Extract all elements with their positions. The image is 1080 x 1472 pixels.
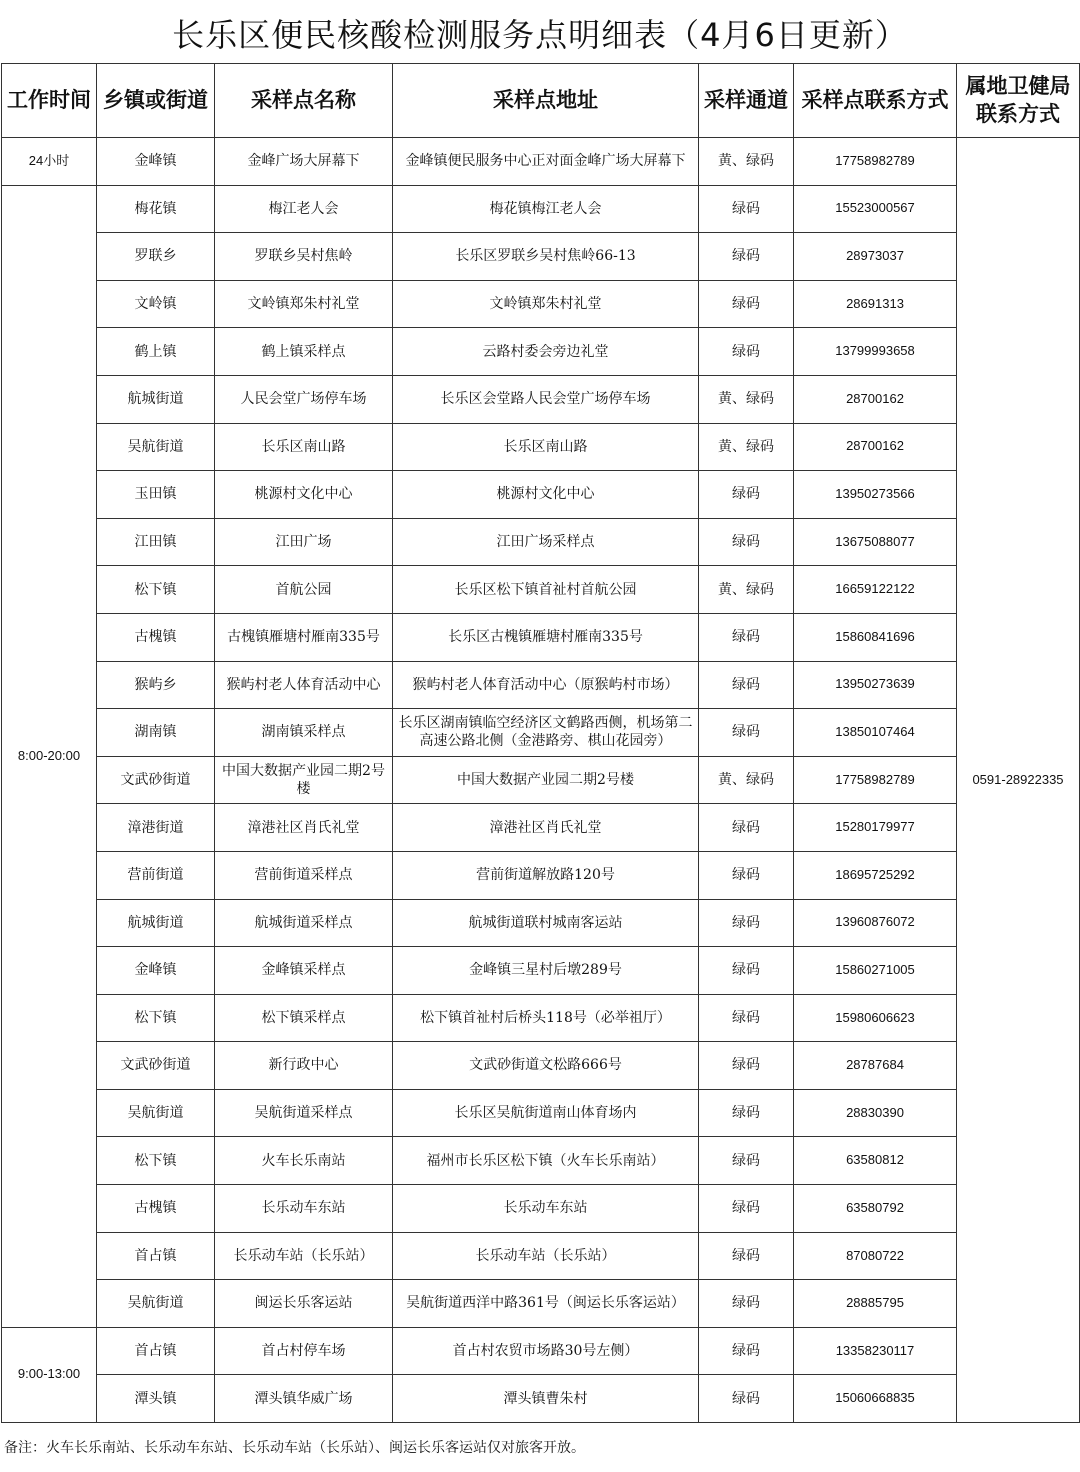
table-row	[2, 375, 1080, 423]
channel-cell: 绿码	[699, 280, 794, 328]
table-row	[2, 1042, 1080, 1090]
table-row	[2, 185, 1080, 233]
site-phone-cell: 13850107464	[794, 709, 957, 757]
town-cell: 航城街道	[97, 375, 215, 423]
table-row	[2, 613, 1080, 661]
town-cell: 潭头镇	[97, 1375, 215, 1423]
table-row	[2, 1280, 1080, 1328]
channel-cell: 绿码	[699, 1185, 794, 1233]
table-row	[2, 709, 1080, 757]
town-cell: 松下镇	[97, 994, 215, 1042]
site-address-cell: 长乐区湖南镇临空经济区文鹤路西侧，机场第二高速公路北侧（金港路旁、棋山花园旁）	[393, 709, 699, 757]
town-cell: 梅花镇	[97, 185, 215, 233]
town-cell: 首占镇	[97, 1327, 215, 1375]
site-phone-cell: 15980606623	[794, 994, 957, 1042]
channel-cell: 绿码	[699, 1089, 794, 1137]
site-phone-cell: 28691313	[794, 280, 957, 328]
channel-cell: 黄、绿码	[699, 423, 794, 471]
site-phone-cell: 18695725292	[794, 851, 957, 899]
site-name-cell: 长乐动车站（长乐站）	[215, 1232, 393, 1280]
table-row	[2, 756, 1080, 804]
site-address-cell: 金峰镇便民服务中心正对面金峰广场大屏幕下	[393, 138, 699, 186]
site-name-cell: 首航公园	[215, 566, 393, 614]
site-address-cell: 江田广场采样点	[393, 518, 699, 566]
site-name-cell: 梅江老人会	[215, 185, 393, 233]
site-name-cell: 文岭镇郑朱村礼堂	[215, 280, 393, 328]
header-contact: 采样点联系方式	[794, 64, 957, 138]
header-address: 采样点地址	[393, 64, 699, 138]
site-name-cell: 潭头镇华威广场	[215, 1375, 393, 1423]
channel-cell: 绿码	[699, 709, 794, 757]
town-cell: 首占镇	[97, 1232, 215, 1280]
work-time-cell: 24小时	[2, 138, 97, 186]
table-row	[2, 851, 1080, 899]
town-cell: 文武砂街道	[97, 1042, 215, 1090]
site-name-cell: 人民会堂广场停车场	[215, 375, 393, 423]
site-address-cell: 桃源村文化中心	[393, 471, 699, 519]
site-name-cell: 首占村停车场	[215, 1327, 393, 1375]
channel-cell: 黄、绿码	[699, 375, 794, 423]
channel-cell: 黄、绿码	[699, 756, 794, 804]
site-phone-cell: 28885795	[794, 1280, 957, 1328]
header-site-name: 采样点名称	[215, 64, 393, 138]
town-cell: 鹤上镇	[97, 328, 215, 376]
header-town: 乡镇或街道	[97, 64, 215, 138]
site-address-cell: 长乐动车站（长乐站）	[393, 1232, 699, 1280]
site-address-cell: 中国大数据产业园二期2号楼	[393, 756, 699, 804]
site-address-cell: 梅花镇梅江老人会	[393, 185, 699, 233]
site-name-cell: 桃源村文化中心	[215, 471, 393, 519]
table-row	[2, 899, 1080, 947]
site-name-cell: 漳港社区肖氏礼堂	[215, 804, 393, 852]
town-cell: 罗联乡	[97, 233, 215, 281]
table-row	[2, 1089, 1080, 1137]
town-cell: 吴航街道	[97, 1089, 215, 1137]
bureau-phone-cell: 0591-28922335	[957, 138, 1080, 1423]
table-row	[2, 1185, 1080, 1233]
town-cell: 文武砂街道	[97, 756, 215, 804]
town-cell: 吴航街道	[97, 1280, 215, 1328]
site-phone-cell: 15523000567	[794, 185, 957, 233]
site-address-cell: 文岭镇郑朱村礼堂	[393, 280, 699, 328]
site-name-cell: 吴航街道采样点	[215, 1089, 393, 1137]
channel-cell: 绿码	[699, 518, 794, 566]
site-name-cell: 营前街道采样点	[215, 851, 393, 899]
town-cell: 航城街道	[97, 899, 215, 947]
town-cell: 吴航街道	[97, 423, 215, 471]
site-phone-cell: 15060668835	[794, 1375, 957, 1423]
table-row	[2, 1327, 1080, 1375]
town-cell: 古槐镇	[97, 1185, 215, 1233]
table-row	[2, 138, 1080, 186]
site-address-cell: 云路村委会旁边礼堂	[393, 328, 699, 376]
header-bureau: 属地卫健局联系方式	[957, 64, 1080, 138]
channel-cell: 绿码	[699, 661, 794, 709]
table-body	[2, 138, 1080, 1423]
site-phone-cell: 17758982789	[794, 756, 957, 804]
site-phone-cell: 17758982789	[794, 138, 957, 186]
site-name-cell: 罗联乡吴村焦岭	[215, 233, 393, 281]
channel-cell: 黄、绿码	[699, 138, 794, 186]
town-cell: 松下镇	[97, 566, 215, 614]
channel-cell: 绿码	[699, 1280, 794, 1328]
site-phone-cell: 87080722	[794, 1232, 957, 1280]
site-phone-cell: 28973037	[794, 233, 957, 281]
table-row	[2, 1137, 1080, 1185]
site-address-cell: 长乐区松下镇首祉村首航公园	[393, 566, 699, 614]
table-row	[2, 804, 1080, 852]
site-name-cell: 新行政中心	[215, 1042, 393, 1090]
site-address-cell: 营前街道解放路120号	[393, 851, 699, 899]
site-name-cell: 火车长乐南站	[215, 1137, 393, 1185]
site-address-cell: 长乐区吴航街道南山体育场内	[393, 1089, 699, 1137]
channel-cell: 绿码	[699, 804, 794, 852]
channel-cell: 绿码	[699, 1375, 794, 1423]
site-name-cell: 古槐镇雁塘村雁南335号	[215, 613, 393, 661]
table-row	[2, 1232, 1080, 1280]
site-phone-cell: 13950273639	[794, 661, 957, 709]
site-phone-cell: 28830390	[794, 1089, 957, 1137]
channel-cell: 绿码	[699, 233, 794, 281]
site-name-cell: 长乐区南山路	[215, 423, 393, 471]
town-cell: 营前街道	[97, 851, 215, 899]
table-row	[2, 233, 1080, 281]
site-phone-cell: 13675088077	[794, 518, 957, 566]
channel-cell: 绿码	[699, 994, 794, 1042]
site-address-cell: 长乐区会堂路人民会堂广场停车场	[393, 375, 699, 423]
site-address-cell: 松下镇首祉村后桥头118号（必举祖厅）	[393, 994, 699, 1042]
site-phone-cell: 28700162	[794, 423, 957, 471]
site-name-cell: 金峰广场大屏幕下	[215, 138, 393, 186]
site-phone-cell: 13358230117	[794, 1327, 957, 1375]
town-cell: 漳港街道	[97, 804, 215, 852]
site-name-cell: 金峰镇采样点	[215, 947, 393, 995]
site-address-cell: 文武砂街道文松路666号	[393, 1042, 699, 1090]
site-address-cell: 吴航街道西洋中路361号（闽运长乐客运站）	[393, 1280, 699, 1328]
channel-cell: 绿码	[699, 947, 794, 995]
site-name-cell: 湖南镇采样点	[215, 709, 393, 757]
site-phone-cell: 28787684	[794, 1042, 957, 1090]
channel-cell: 绿码	[699, 899, 794, 947]
town-cell: 猴屿乡	[97, 661, 215, 709]
page-title: 长乐区便民核酸检测服务点明细表（4月6日更新）	[172, 16, 908, 54]
site-phone-cell: 28700162	[794, 375, 957, 423]
site-address-cell: 福州市长乐区松下镇（火车长乐南站）	[393, 1137, 699, 1185]
site-phone-cell: 16659122122	[794, 566, 957, 614]
header-time: 工作时间	[2, 64, 97, 138]
site-address-cell: 首占村农贸市场路30号左侧）	[393, 1327, 699, 1375]
site-name-cell: 中国大数据产业园二期2号楼	[215, 756, 393, 804]
site-phone-cell: 13960876072	[794, 899, 957, 947]
town-cell: 文岭镇	[97, 280, 215, 328]
channel-cell: 绿码	[699, 1232, 794, 1280]
site-address-cell: 猴屿村老人体育活动中心（原猴屿村市场）	[393, 661, 699, 709]
site-phone-cell: 15860271005	[794, 947, 957, 995]
site-address-cell: 金峰镇三星村后墩289号	[393, 947, 699, 995]
site-address-cell: 潭头镇曹朱村	[393, 1375, 699, 1423]
site-name-cell: 猴屿村老人体育活动中心	[215, 661, 393, 709]
site-phone-cell: 13799993658	[794, 328, 957, 376]
table-row	[2, 566, 1080, 614]
channel-cell: 绿码	[699, 613, 794, 661]
channel-cell: 绿码	[699, 1137, 794, 1185]
channel-cell: 绿码	[699, 851, 794, 899]
table-row	[2, 518, 1080, 566]
site-phone-cell: 13950273566	[794, 471, 957, 519]
table-row	[2, 471, 1080, 519]
table-row	[2, 947, 1080, 995]
table-row	[2, 328, 1080, 376]
channel-cell: 绿码	[699, 1327, 794, 1375]
site-address-cell: 长乐区南山路	[393, 423, 699, 471]
site-phone-cell: 15280179977	[794, 804, 957, 852]
site-phone-cell: 15860841696	[794, 613, 957, 661]
site-name-cell: 江田广场	[215, 518, 393, 566]
town-cell: 金峰镇	[97, 947, 215, 995]
testing-sites-table	[1, 63, 1080, 1423]
table-row	[2, 280, 1080, 328]
town-cell: 江田镇	[97, 518, 215, 566]
channel-cell: 黄、绿码	[699, 566, 794, 614]
channel-cell: 绿码	[699, 1042, 794, 1090]
site-address-cell: 长乐动车东站	[393, 1185, 699, 1233]
town-cell: 湖南镇	[97, 709, 215, 757]
channel-cell: 绿码	[699, 328, 794, 376]
town-cell: 松下镇	[97, 1137, 215, 1185]
site-address-cell: 长乐区古槐镇雁塘村雁南335号	[393, 613, 699, 661]
site-phone-cell: 63580792	[794, 1185, 957, 1233]
site-name-cell: 长乐动车东站	[215, 1185, 393, 1233]
table-row	[2, 994, 1080, 1042]
channel-cell: 绿码	[699, 471, 794, 519]
table-row	[2, 661, 1080, 709]
channel-cell: 绿码	[699, 185, 794, 233]
work-time-cell: 8:00-20:00	[2, 185, 97, 1327]
site-name-cell: 闽运长乐客运站	[215, 1280, 393, 1328]
site-address-cell: 航城街道联村城南客运站	[393, 899, 699, 947]
table-header-row	[2, 64, 1080, 138]
site-name-cell: 鹤上镇采样点	[215, 328, 393, 376]
town-cell: 玉田镇	[97, 471, 215, 519]
site-address-cell: 漳港社区肖氏礼堂	[393, 804, 699, 852]
site-address-cell: 长乐区罗联乡吴村焦岭66-13	[393, 233, 699, 281]
table-row	[2, 1375, 1080, 1423]
site-name-cell: 松下镇采样点	[215, 994, 393, 1042]
site-name-cell: 航城街道采样点	[215, 899, 393, 947]
site-phone-cell: 63580812	[794, 1137, 957, 1185]
footnote: 备注：火车长乐南站、长乐动车东站、长乐动车站（长乐站）、闽运长乐客运站仅对旅客开放。	[4, 1440, 585, 1456]
work-time-cell: 9:00-13:00	[2, 1327, 97, 1422]
town-cell: 古槐镇	[97, 613, 215, 661]
table-row	[2, 423, 1080, 471]
header-channel: 采样通道	[699, 64, 794, 138]
town-cell: 金峰镇	[97, 138, 215, 186]
